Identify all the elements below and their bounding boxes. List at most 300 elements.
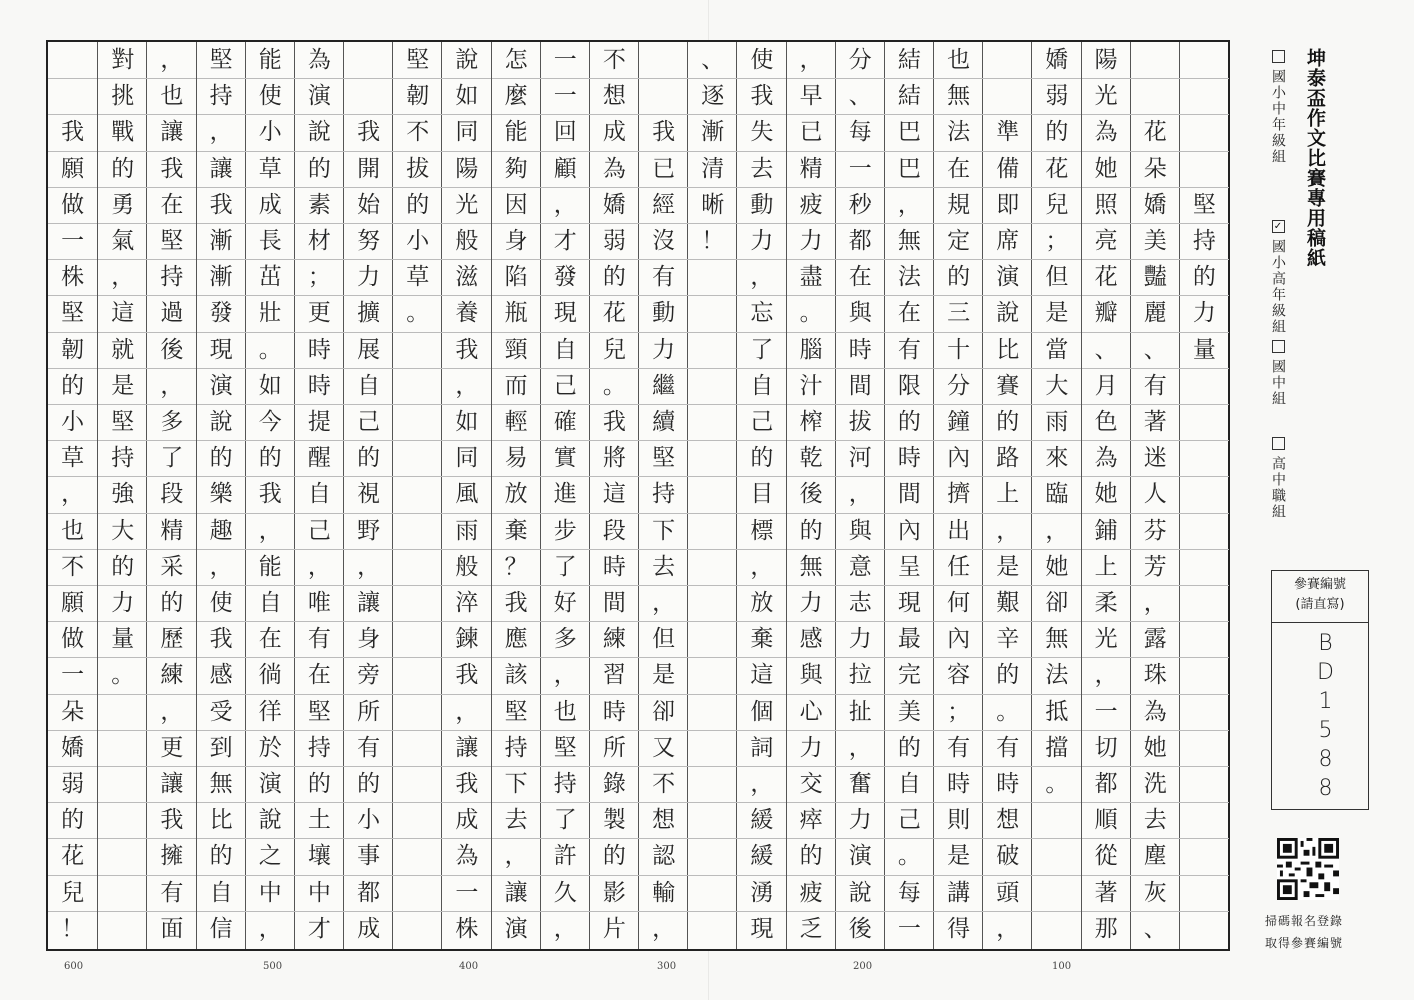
grid-cell: 力 xyxy=(836,802,885,838)
grid-cell: 的 xyxy=(1032,114,1081,150)
form-title: 坤泰盃作文比賽專用稿紙 xyxy=(1304,48,1326,268)
grid-cell: 規 xyxy=(934,187,983,223)
essay-column xyxy=(1031,42,1080,949)
grid-cell: 的 xyxy=(590,259,639,295)
grid-cell: 對 xyxy=(111,46,135,73)
grid-cell: 已 xyxy=(787,114,836,150)
grid-cell: 成 xyxy=(442,802,491,838)
grid-cell: 發 xyxy=(541,259,590,295)
grid-cell: 盡 xyxy=(787,259,836,295)
grid-cell: 的 xyxy=(393,187,442,223)
grid-cell: 力 xyxy=(787,730,836,766)
grid-cell: 花 xyxy=(1131,114,1180,150)
grid-cell xyxy=(688,621,737,657)
grid-cell: 備 xyxy=(983,151,1032,187)
grid-cell: 小 xyxy=(246,114,295,150)
grid-cell: 力 xyxy=(787,223,836,259)
grid-cell: 無 xyxy=(787,549,836,585)
grid-cell: 下 xyxy=(492,766,541,802)
grid-cell: 將 xyxy=(590,440,639,476)
grid-cell xyxy=(688,766,737,802)
grid-cell: 所 xyxy=(590,730,639,766)
grid-cell: 芬 xyxy=(1131,513,1180,549)
grid-cell: 信 xyxy=(197,911,246,947)
grid-cell: 現 xyxy=(885,585,934,621)
grid-cell: 感 xyxy=(787,621,836,657)
grid-cell: 柔 xyxy=(1082,585,1131,621)
grid-cell: 演 xyxy=(492,911,541,947)
count-300: 300 xyxy=(657,961,677,972)
grid-cell: 瘁 xyxy=(787,802,836,838)
grid-cell: 時 xyxy=(295,332,344,368)
grid-cell: 為 xyxy=(442,838,491,874)
essay-column xyxy=(786,42,835,949)
grid-cell: 說 xyxy=(246,802,295,838)
grid-cell: 精 xyxy=(147,513,196,549)
grid-cell: 間 xyxy=(590,585,639,621)
grid-cell: 同 xyxy=(442,114,491,150)
grid-cell xyxy=(1180,549,1229,585)
grid-cell xyxy=(688,802,737,838)
entry-number-header xyxy=(1272,571,1368,623)
grid-cell: 為 xyxy=(1131,694,1180,730)
grid-cell: ， xyxy=(541,657,590,693)
grid-cell: 面 xyxy=(147,911,196,947)
grid-cell: 清 xyxy=(688,151,737,187)
essay-column xyxy=(1130,42,1179,949)
grid-cell: 陽 xyxy=(442,151,491,187)
grid-cell: ； xyxy=(1032,223,1081,259)
grid-cell xyxy=(688,476,737,512)
grid-cell: 好 xyxy=(541,585,590,621)
grid-cell: 三 xyxy=(934,295,983,331)
grid-cell: 我 xyxy=(639,114,688,150)
grid-cell xyxy=(393,476,442,512)
grid-cell: ， xyxy=(48,476,97,512)
grid-cell xyxy=(1180,657,1229,693)
grid-cell: 始 xyxy=(344,187,393,223)
grid-cell: 力 xyxy=(344,259,393,295)
grid-cell: 人 xyxy=(1131,476,1180,512)
grid-cell: 比 xyxy=(983,332,1032,368)
grid-cell: 灰 xyxy=(1131,875,1180,911)
grid-cell: 十 xyxy=(934,332,983,368)
grid-cell: 心 xyxy=(787,694,836,730)
grid-cell: 草 xyxy=(246,151,295,187)
grid-cell: 的 xyxy=(787,513,836,549)
grid-cell: 事 xyxy=(344,838,393,874)
grid-cell: 的 xyxy=(983,404,1032,440)
grid-cell: 進 xyxy=(541,476,590,512)
grid-cell: 感 xyxy=(197,657,246,693)
grid-cell: ！ xyxy=(48,911,97,947)
grid-cell: 每 xyxy=(885,875,934,911)
grid-cell: 同 xyxy=(442,440,491,476)
grid-cell: 說 xyxy=(197,404,246,440)
grid-cell: ， xyxy=(639,585,688,621)
grid-cell: ， xyxy=(737,766,786,802)
grid-cell: 發 xyxy=(197,295,246,331)
grid-cell xyxy=(98,766,147,802)
grid-cell: 這 xyxy=(98,295,147,331)
grid-cell: ， xyxy=(98,259,147,295)
grid-cell: 使 xyxy=(750,46,774,73)
grid-cell: 。 xyxy=(246,332,295,368)
grid-cell: 乏 xyxy=(787,911,836,947)
grid-cell: 今 xyxy=(246,404,295,440)
grid-cell: 奮 xyxy=(836,766,885,802)
grid-cell xyxy=(688,549,737,585)
grid-cell: 滋 xyxy=(442,259,491,295)
entry-number-box xyxy=(1271,570,1369,810)
grid-cell xyxy=(688,730,737,766)
grid-cell: 意 xyxy=(836,549,885,585)
grid-cell: 交 xyxy=(787,766,836,802)
grid-cell: 賽 xyxy=(983,368,1032,404)
grid-cell: 身 xyxy=(492,223,541,259)
grid-cell: 弱 xyxy=(48,766,97,802)
grid-cell: 多 xyxy=(541,621,590,657)
grid-cell: 了 xyxy=(147,440,196,476)
essay-column xyxy=(146,42,195,949)
manuscript-grid xyxy=(46,40,1230,951)
grid-cell: 。 xyxy=(393,295,442,331)
grid-cell: 。 xyxy=(590,368,639,404)
grid-cell: 內 xyxy=(934,440,983,476)
grid-cell: 講 xyxy=(934,875,983,911)
grid-cell: 更 xyxy=(147,730,196,766)
grid-cell: 則 xyxy=(934,802,983,838)
grid-cell: 兒 xyxy=(1032,187,1081,223)
grid-cell: 視 xyxy=(344,476,393,512)
grid-cell: 都 xyxy=(1082,766,1131,802)
grid-cell: 沒 xyxy=(639,223,688,259)
grid-cell: 我 xyxy=(197,187,246,223)
grid-cell: 為 xyxy=(1082,440,1131,476)
grid-cell: 夠 xyxy=(492,151,541,187)
grid-cell: 麗 xyxy=(1131,295,1180,331)
grid-cell: 讓 xyxy=(344,585,393,621)
grid-cell xyxy=(393,875,442,911)
grid-cell: 頭 xyxy=(983,875,1032,911)
grid-cell: 段 xyxy=(147,476,196,512)
grid-cell: 錄 xyxy=(590,766,639,802)
grid-cell: 段 xyxy=(590,513,639,549)
grid-cell: 過 xyxy=(147,295,196,331)
grid-cell: 一 xyxy=(885,911,934,947)
grid-cell: 能 xyxy=(246,549,295,585)
grid-cell: 一 xyxy=(1082,694,1131,730)
grid-cell: 自 xyxy=(885,766,934,802)
grid-cell: 讓 xyxy=(197,151,246,187)
count-600: 600 xyxy=(64,961,84,972)
grid-cell: 卻 xyxy=(639,694,688,730)
grid-cell: 後 xyxy=(836,911,885,947)
grid-cell: 的 xyxy=(1180,259,1229,295)
grid-cell: 怎 xyxy=(504,46,528,73)
grid-cell: 雨 xyxy=(442,513,491,549)
grid-cell xyxy=(1180,585,1229,621)
grid-cell: 時 xyxy=(590,549,639,585)
grid-cell: 定 xyxy=(934,223,983,259)
grid-cell: 鐘 xyxy=(934,404,983,440)
grid-cell: 成 xyxy=(246,187,295,223)
grid-cell: 了 xyxy=(541,802,590,838)
grid-cell xyxy=(393,332,442,368)
grid-cell: 我 xyxy=(246,476,295,512)
grid-cell xyxy=(393,404,442,440)
grid-cell: 不 xyxy=(393,114,442,150)
grid-cell: 的 xyxy=(885,404,934,440)
grid-cell: 順 xyxy=(1082,802,1131,838)
grid-cell: 片 xyxy=(590,911,639,947)
count-500: 500 xyxy=(263,961,283,972)
grid-cell xyxy=(1180,42,1229,78)
grid-cell: 弱 xyxy=(1032,78,1081,114)
grid-cell: 韌 xyxy=(48,332,97,368)
grid-cell: 間 xyxy=(885,476,934,512)
grid-cell: 練 xyxy=(590,621,639,657)
grid-cell: 力 xyxy=(836,621,885,657)
grid-cell: 演 xyxy=(836,838,885,874)
checkbox-senior-high[interactable] xyxy=(1272,437,1285,450)
grid-cell xyxy=(1180,730,1229,766)
essay-column xyxy=(196,42,245,949)
grid-cell: 何 xyxy=(934,585,983,621)
checkbox-lower-elementary[interactable] xyxy=(1272,50,1285,63)
grid-cell: 為 xyxy=(1082,114,1131,150)
grid-cell: 卻 xyxy=(1032,585,1081,621)
grid-cell: 久 xyxy=(541,875,590,911)
grid-cell: 成 xyxy=(344,911,393,947)
grid-cell: 的 xyxy=(48,802,97,838)
grid-cell: 擠 xyxy=(934,476,983,512)
grid-cell: 於 xyxy=(246,730,295,766)
grid-cell: 為 xyxy=(590,151,639,187)
grid-cell: 緩 xyxy=(737,802,786,838)
grid-cell: 扯 xyxy=(836,694,885,730)
grid-cell: 堅 xyxy=(541,730,590,766)
grid-cell: 這 xyxy=(590,476,639,512)
grid-cell: 秒 xyxy=(836,187,885,223)
grid-cell: 美 xyxy=(885,694,934,730)
grid-cell: 顧 xyxy=(541,151,590,187)
grid-cell: 她 xyxy=(1032,549,1081,585)
grid-cell: 在 xyxy=(295,657,344,693)
grid-cell: 演 xyxy=(983,259,1032,295)
grid-cell: 願 xyxy=(48,151,97,187)
grid-cell: 是 xyxy=(983,549,1032,585)
grid-cell xyxy=(1180,440,1229,476)
grid-cell: 來 xyxy=(1032,440,1081,476)
grid-cell: 堅 xyxy=(209,46,233,73)
grid-cell: 一 xyxy=(553,46,577,73)
grid-cell: 無 xyxy=(1032,621,1081,657)
grid-cell: 影 xyxy=(590,875,639,911)
grid-cell: 自 xyxy=(295,476,344,512)
grid-cell: 無 xyxy=(885,223,934,259)
grid-cell: 美 xyxy=(1131,223,1180,259)
grid-cell: 花 xyxy=(590,295,639,331)
grid-cell: 上 xyxy=(1082,549,1131,585)
grid-cell: ， xyxy=(836,476,885,512)
grid-cell xyxy=(393,621,442,657)
grid-cell: 的 xyxy=(344,440,393,476)
grid-cell: 自 xyxy=(246,585,295,621)
grid-cell: 、 xyxy=(701,46,725,73)
grid-cell: 著 xyxy=(1082,875,1131,911)
grid-cell: 有 xyxy=(983,730,1032,766)
qr-code-icon[interactable] xyxy=(1277,838,1339,900)
grid-cell: ， xyxy=(442,694,491,730)
grid-cell: 株 xyxy=(48,259,97,295)
grid-cell: 想 xyxy=(590,78,639,114)
essay-column xyxy=(1179,42,1228,949)
grid-cell: 養 xyxy=(442,295,491,331)
option-upper-elementary[interactable] xyxy=(1266,220,1290,335)
grid-cell: 展 xyxy=(344,332,393,368)
grid-cell: 提 xyxy=(295,404,344,440)
grid-cell: ， xyxy=(541,911,590,947)
grid-cell: 是 xyxy=(98,368,147,404)
grid-cell: 法 xyxy=(934,114,983,150)
grid-cell xyxy=(393,440,442,476)
grid-cell: 能 xyxy=(258,46,282,73)
grid-cell: 的 xyxy=(787,838,836,874)
grid-cell: 認 xyxy=(639,838,688,874)
grid-cell: 持 xyxy=(98,440,147,476)
grid-cell: 擴 xyxy=(344,295,393,331)
grid-cell: ， xyxy=(737,549,786,585)
grid-cell: 不 xyxy=(602,46,626,73)
grid-cell: ， xyxy=(147,694,196,730)
grid-cell: 般 xyxy=(442,549,491,585)
grid-cell: 該 xyxy=(492,657,541,693)
grid-cell: 那 xyxy=(1082,911,1131,947)
grid-cell xyxy=(393,766,442,802)
grid-cell: 我 xyxy=(737,78,786,114)
grid-cell xyxy=(1180,151,1229,187)
grid-cell: 的 xyxy=(983,657,1032,693)
grid-cell: 一 xyxy=(836,151,885,187)
grid-cell: 塵 xyxy=(1131,838,1180,874)
option-junior-high[interactable] xyxy=(1266,340,1290,407)
grid-cell: 趣 xyxy=(197,513,246,549)
grid-cell: 迷 xyxy=(1131,440,1180,476)
grid-cell xyxy=(688,657,737,693)
grid-cell xyxy=(98,838,147,874)
grid-cell: 自 xyxy=(344,368,393,404)
grid-cell xyxy=(393,838,442,874)
grid-cell xyxy=(639,78,688,114)
grid-cell: 輸 xyxy=(639,875,688,911)
grid-cell xyxy=(1180,621,1229,657)
grid-cell: 堅 xyxy=(147,223,196,259)
grid-cell xyxy=(1032,802,1081,838)
grid-cell: ？ xyxy=(492,549,541,585)
grid-cell xyxy=(1180,911,1229,947)
grid-cell: 力 xyxy=(787,585,836,621)
grid-cell: 去 xyxy=(639,549,688,585)
grid-cell: 拉 xyxy=(836,657,885,693)
grid-cell: 堅 xyxy=(48,295,97,331)
grid-cell: 易 xyxy=(492,440,541,476)
grid-cell: 切 xyxy=(1082,730,1131,766)
grid-cell: 讓 xyxy=(147,766,196,802)
grid-cell: 分 xyxy=(848,46,872,73)
option-label: 高中職組 xyxy=(1270,456,1286,520)
grid-cell: 、 xyxy=(1082,332,1131,368)
checkbox-upper-elementary[interactable]: ✓ xyxy=(1272,220,1285,233)
grid-cell: 己 xyxy=(295,513,344,549)
grid-cell: 湧 xyxy=(737,875,786,911)
grid-cell: 芳 xyxy=(1131,549,1180,585)
grid-cell: 練 xyxy=(147,657,196,693)
grid-cell: 采 xyxy=(147,549,196,585)
grid-cell: 輕 xyxy=(492,404,541,440)
grid-cell xyxy=(688,694,737,730)
grid-cell: 時 xyxy=(590,694,639,730)
grid-cell: ； xyxy=(934,694,983,730)
grid-cell: 持 xyxy=(197,78,246,114)
qr-caption-number: 取得參賽編號 xyxy=(1265,936,1344,950)
grid-cell: 成 xyxy=(590,114,639,150)
grid-cell: 我 xyxy=(442,766,491,802)
grid-cell: 說 xyxy=(983,295,1032,331)
grid-cell: 持 xyxy=(1180,223,1229,259)
grid-cell: 疲 xyxy=(787,875,836,911)
grid-cell: 因 xyxy=(492,187,541,223)
grid-cell: 了 xyxy=(541,549,590,585)
option-senior-high[interactable] xyxy=(1266,437,1290,520)
grid-cell xyxy=(688,513,737,549)
grid-cell: 在 xyxy=(836,259,885,295)
grid-cell: 到 xyxy=(197,730,246,766)
grid-cell: 持 xyxy=(541,766,590,802)
grid-cell: 嬌 xyxy=(590,187,639,223)
grid-cell: 一 xyxy=(48,657,97,693)
grid-cell: 株 xyxy=(442,911,491,947)
grid-cell: 鋪 xyxy=(1082,513,1131,549)
essay-column xyxy=(97,42,146,949)
grid-cell: 自 xyxy=(197,875,246,911)
grid-cell: 臨 xyxy=(1032,476,1081,512)
grid-cell: 榨 xyxy=(787,404,836,440)
grid-cell: 從 xyxy=(1082,838,1131,874)
grid-cell: 能 xyxy=(492,114,541,150)
checkbox-junior-high[interactable] xyxy=(1272,340,1285,353)
grid-cell: 最 xyxy=(885,621,934,657)
grid-cell: 唯 xyxy=(295,585,344,621)
grid-cell: 無 xyxy=(197,766,246,802)
grid-cell xyxy=(393,730,442,766)
grid-cell: 、 xyxy=(1131,332,1180,368)
grid-cell: ， xyxy=(799,46,823,73)
count-400: 400 xyxy=(459,961,479,972)
grid-cell: ， xyxy=(147,368,196,404)
grid-cell: 樂 xyxy=(197,476,246,512)
grid-cell: 大 xyxy=(98,513,147,549)
grid-cell: 汁 xyxy=(787,368,836,404)
grid-cell: 她 xyxy=(1131,730,1180,766)
grid-cell: 中 xyxy=(246,875,295,911)
option-lower-elementary[interactable] xyxy=(1266,50,1290,165)
grid-cell: 漸 xyxy=(197,223,246,259)
grid-cell: 都 xyxy=(344,875,393,911)
grid-cell: 的 xyxy=(737,440,786,476)
grid-cell: 戰 xyxy=(98,114,147,150)
grid-cell: 動 xyxy=(639,295,688,331)
